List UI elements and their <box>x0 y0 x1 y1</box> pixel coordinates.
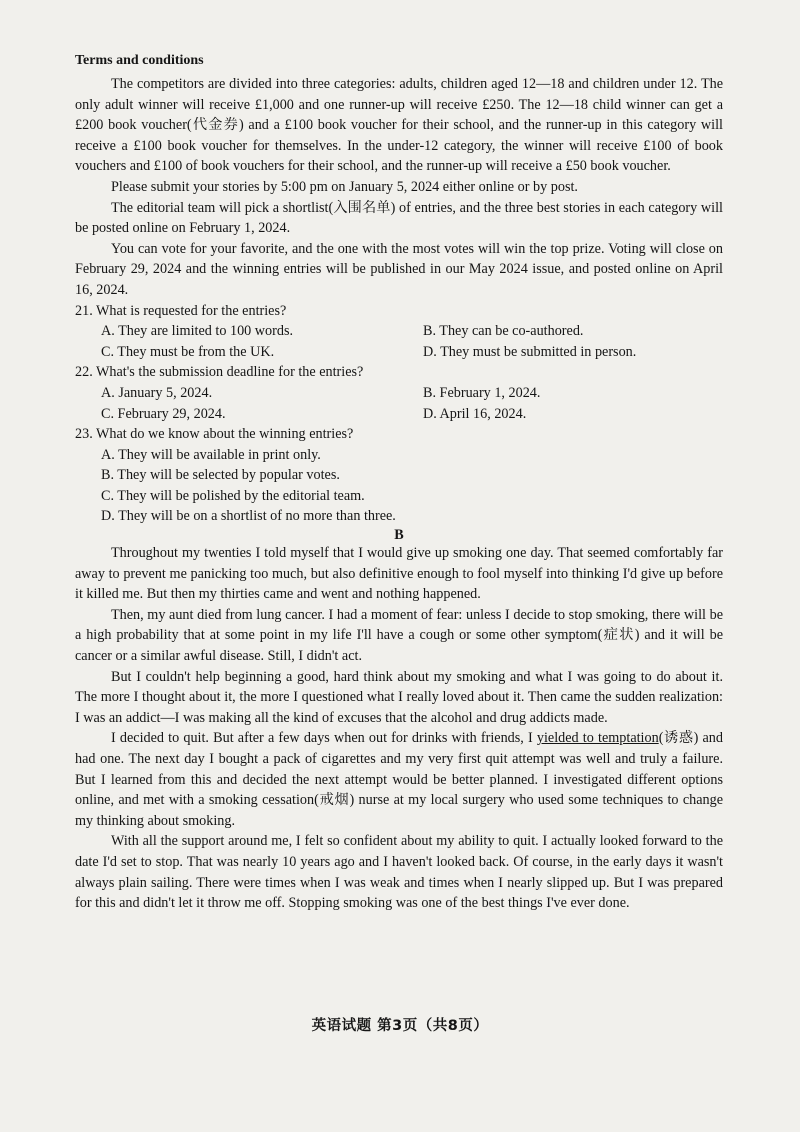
option-b: B. They will be selected by popular votes. <box>101 467 340 484</box>
terms-paragraph-deadline: Please submit your stories by 5:00 pm on January 5, 2024 either online or by post. <box>111 178 578 195</box>
passage-b-paragraph-3: But I couldn't help beginning a good, hard think about my smoking and what I was going to do about it. The more I thought about it, the more I questioned what I really loved about it. Then came the sudden realization: I was an addict—I was making all the kind of excuses that the alcohol and drug addicts made. <box>75 668 723 726</box>
options-grid <box>75 383 723 424</box>
option-b: B. February 1, 2024. <box>423 384 541 401</box>
passage-b-paragraph-2: Then, my aunt died from lung cancer. I had a moment of fear: unless I decide to stop smoking, there will be a high probability that at some point in my life I'll have a cough or some other symptom(症状) and it will be cancer or a similar awful disease. Still, I didn't act. <box>75 606 723 665</box>
question-stem: 22. What's the submission deadline for the entries? <box>75 364 364 381</box>
option-a: A. They are limited to 100 words. <box>101 323 294 340</box>
option-c: C. They must be from the UK. <box>101 343 275 360</box>
paragraph-text-end: (诱惑) and had one. The next day I bought a pack of cigarettes and my very first quit attempt was well and truly a failure. But I learned from this and decided the next attempt would be better planned. I investigated different options online, and met with a smoking cessation(戒烟) nurse at my local surgery who used some techniques to change my thinking about smoking. <box>75 730 723 829</box>
options-grid <box>75 321 723 362</box>
option-c: C. They will be polished by the editorial team. <box>101 487 365 504</box>
question-stem: 23. What do we know about the winning entries? <box>75 426 354 443</box>
terms-paragraph-shortlist: The editorial team will pick a shortlist(入围名单) of entries, and the three best stories in each category will be posted online on February 1, 2024. <box>75 199 723 237</box>
option-d: D. They must be submitted in person. <box>423 343 637 360</box>
paragraph-text-start: I decided to quit. But after a few days when out for drinks with friends, I <box>111 730 537 747</box>
option-b: B. They can be co-authored. <box>423 323 584 340</box>
section-b-label: B <box>394 527 404 544</box>
option-c: C. February 29, 2024. <box>101 405 226 422</box>
terms-paragraph-voting: You can vote for your favorite, and the one with the most votes will win the top prize. Voting will close on February 29, 2024 and the winning entries will be published in our May 2024 issue, and posted online on April 16, 2024. <box>75 240 723 298</box>
question-21 <box>75 301 723 363</box>
terms-paragraph-prizes: The competitors are divided into three categories: adults, children aged 12—18 and children under 12. The only adult winner will receive £1,000 and one runner-up will receive £250. The 12—18 child winner can get a £200 book voucher(代金券) and a £100 book voucher for their school, and the runner-up in this category will receive a £100 book voucher for themselves. In the under-12 category, the winner will receive £100 of book vouchers and £100 of book vouchers for their school, and the runner-up will receive a £50 book voucher. <box>75 76 723 175</box>
option-d: D. April 16, 2024. <box>423 405 527 422</box>
question-22 <box>75 362 723 424</box>
page-content <box>75 52 723 914</box>
page-footer: 英语试题 第3页（共8页） <box>311 1018 489 1034</box>
passage-b-paragraph-5: With all the support around me, I felt so confident about my ability to quit. I actually looked forward to the date I'd set to stop. That was nearly 10 years ago and I haven't looked back. Of course, in the early days it wasn't always plain sailing. There were times when I was weak and times when I nearly slipped up. But I was prepared for this and didn't let it throw me off. Stopping smoking was one of the best things I've ever done. <box>75 833 723 912</box>
underlined-phrase: yielded to temptation <box>536 730 659 747</box>
passage-b-paragraph-1: Throughout my twenties I told myself that I would give up smoking one day. That seemed comfortably far away to prevent me panicking too much, but also definitive enough to fool myself into thinking I'd give up before it killed me. But then my thirties came and went and nothing happened. <box>75 545 723 603</box>
question-23 <box>75 424 723 527</box>
question-stem: 21. What is requested for the entries? <box>75 302 287 319</box>
option-d: D. They will be on a shortlist of no more than three. <box>101 508 396 525</box>
option-a: A. January 5, 2024. <box>101 384 213 401</box>
passage-b-paragraph-4 <box>75 728 723 831</box>
options-list <box>75 445 723 527</box>
terms-heading: Terms and conditions <box>75 53 204 68</box>
option-a: A. They will be available in print only. <box>101 446 321 463</box>
